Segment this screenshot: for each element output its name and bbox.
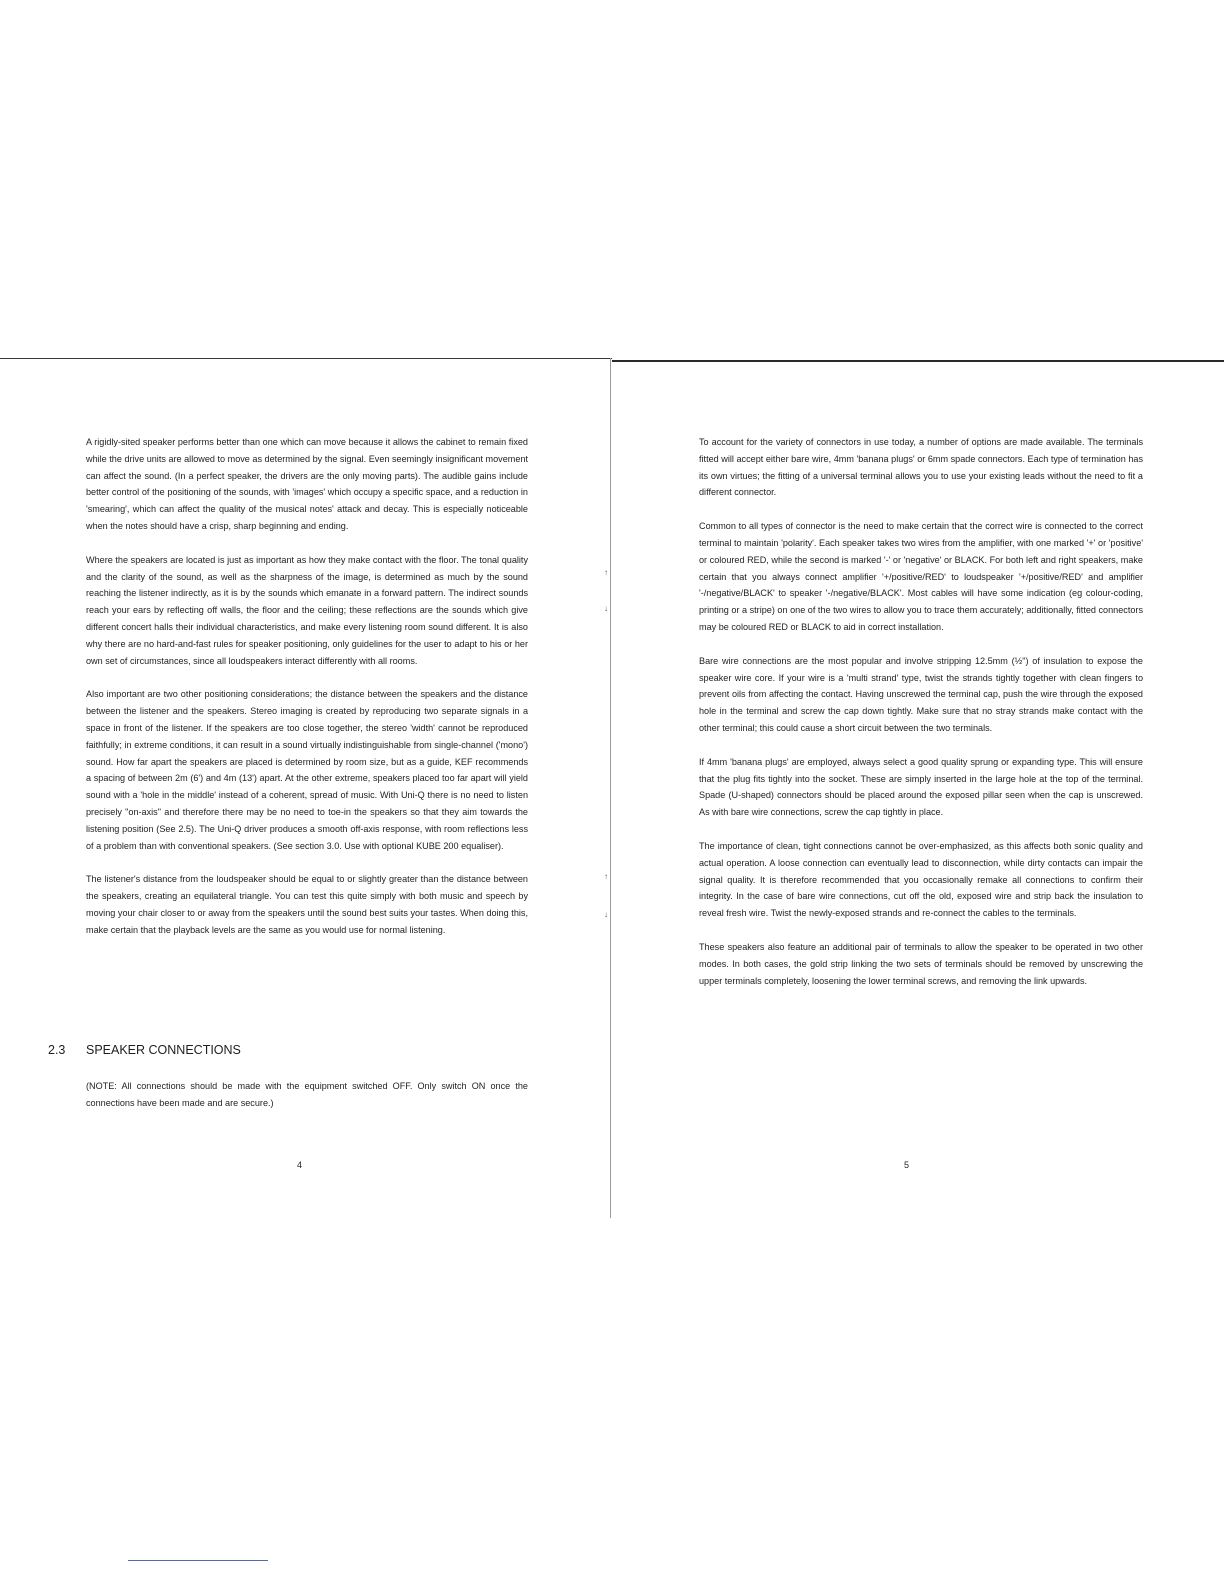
- paragraph: Bare wire connections are the most popular and involve stripping 12.5mm (½") of insulation to expose the speaker wire core. If your wire is a 'multi strand' type, twist the strands tightly together with clean fingers to prevent oils from affecting the contact. Having unscrewed the terminal cap, push the wire through the exposed hole in the terminal and screw the cap down tightly. Make sure that no stray strands make contact with the other terminal; this could cause a short circuit between the two terminals.: [699, 655, 1143, 733]
- paragraph: To account for the variety of connectors in use today, a number of options are made available. The terminals fitted will accept either bare wire, 4mm 'banana plugs' or 6mm spade connectors. Each type of termination has its own virtues; the fitting of a universal terminal allows you to use your existing leads without the need to fit a different connector.: [699, 437, 1143, 498]
- paragraph: Where the speakers are located is just as important as how they make contact with the floor. The tonal quality and the clarity of the sound, as well as the sharpness of the image, is determined as much by the sound reaching the listener indirectly, as it is by the sounds which emanate in a forward pattern. The indirect sounds reach your ears by reflecting off walls, the floor and the ceiling; these reflections are the sounds which give different concert halls their individual characteristics, and make every listening room sound different. It is also why there are no hard-and-fast rules for speaker positioning, only guidelines for the user to adapt to his or her own set of circumstances, since all loudspeakers interact differently with all rooms.: [86, 554, 528, 666]
- fold-tick-mark: ↑: [604, 568, 608, 577]
- fold-tick-mark: ↓: [604, 910, 608, 919]
- fold-tick-mark: ↑: [604, 872, 608, 881]
- bottom-scan-mark: [128, 1560, 268, 1561]
- paragraph: Common to all types of connector is the need to make certain that the correct wire is connected to the correct terminal to maintain 'polarity'. Each speaker takes two wires from the amplifier, with one marked '+' or 'positive' or coloured RED, while the second is marked '-' or 'negative' or BLACK. For both left and right speakers, make certain that you always connect amplifier '+/positive/RED' to loudspeaker '+/positive/RED' and amplifier '-/negative/BLACK' to speaker '-/negative/BLACK'. Most cables will have some indication (eg colour-coding, printing or a stripe) on one of the two wires to allow you to trace them accurately; additionally, fitted connectors may be coloured RED or BLACK to aid in correct installation.: [699, 521, 1143, 632]
- paragraph: The listener's distance from the loudspeaker should be equal to or slightly greater than the distance between the speakers, creating an equilateral triangle. You can test this quite simply with both music and speech by moving your chair closer to or away from the speakers until the sound best suits your tastes. When doing this, make certain that the playback levels are the same as you would use for normal listening.: [86, 874, 528, 935]
- page-number-left: 4: [297, 1160, 303, 1170]
- section-title: SPEAKER CONNECTIONS: [86, 1043, 241, 1057]
- paragraph: The importance of clean, tight connections cannot be over-emphasized, as this affects both sonic quality and actual operation. A loose connection can eventually lead to disconnection, while dirty contacts can impair the signal quality. It is therefore recommended that you occasionally remake all connections to confirm their integrity. In the case of bare wire connections, cut off the old, exposed wire and strip back the insulation to reveal fresh wire. Twist the newly-exposed strands and re-connect the cables to the terminals.: [699, 840, 1143, 919]
- fold-tick-mark: ↓: [604, 604, 608, 613]
- paragraph: A rigidly-sited speaker performs better than one which can move because it allows the cabinet to remain fixed while the drive units are allowed to move as determined by the signal. Even seemingly insignificant movement can affect the sound. (In a perfect speaker, the drivers are the only moving parts). The audible gains include better control of the positioning of the sounds, with 'images' which occupy a specific space, and a reduction in 'smearing', which can affect the quality of the musical notes' attack and decay. This is especially noticeable when the notes should have a crisp, sharp beginning and ending.: [86, 437, 528, 531]
- top-rule-left: [0, 358, 612, 359]
- connection-note: (NOTE: All connections should be made with the equipment switched OFF. Only switch ON once the connections have been made and are secure.): [86, 1081, 528, 1108]
- left-page-body: [86, 434, 528, 956]
- paragraph: These speakers also feature an additional pair of terminals to allow the speaker to be operated in two other modes. In both cases, the gold strip linking the two sets of terminals should be removed by unscrewing the upper terminals completely, loosening the lower terminal screws, and removing the link upwards.: [699, 941, 1143, 986]
- right-page-body: [699, 434, 1143, 1006]
- section-number: 2.3: [48, 1043, 66, 1057]
- page-number-right: 5: [904, 1160, 910, 1170]
- paragraph: If 4mm 'banana plugs' are employed, always select a good quality sprung or expanding type. This will ensure that the plug fits tightly into the socket. These are simply inserted in the large hole at the top of the terminal. Spade (U-shaped) connectors should be placed around the exposed pillar seen when the cap is unscrewed. As with bare wire connections, screw the cap tightly in place.: [699, 756, 1143, 818]
- top-rule-right: [612, 360, 1224, 362]
- page-fold-line: [610, 358, 611, 1218]
- paragraph: Also important are two other positioning considerations; the distance between the speakers and the distance between the listener and the speakers. Stereo imaging is created by reproducing two separate signals in a space in front of the listener. If the speakers are too close together, the stereo 'width' cannot be reproduced faithfully; in extreme conditions, it can result in a sound virtually indistinguishable from single-channel ('mono') sound. How far apart the speakers are placed is determined by room size, but as a guide, KEF recommends a spacing of between 2m (6') and 4m (13') apart. At the other extreme, speakers placed too far apart will yield sound with a 'hole in the middle' instead of a coherent, spread of music. With Uni-Q there is no need to listen precisely "on-axis" and therefore there may be no need to toe-in the speakers so that they aim towards the listening position (See 2.5). The Uni-Q driver produces a smooth off-axis response, with room reflections less of a problem than with conventional speakers. (See section 3.0. Use with optional KUBE 200 equaliser).: [86, 689, 528, 851]
